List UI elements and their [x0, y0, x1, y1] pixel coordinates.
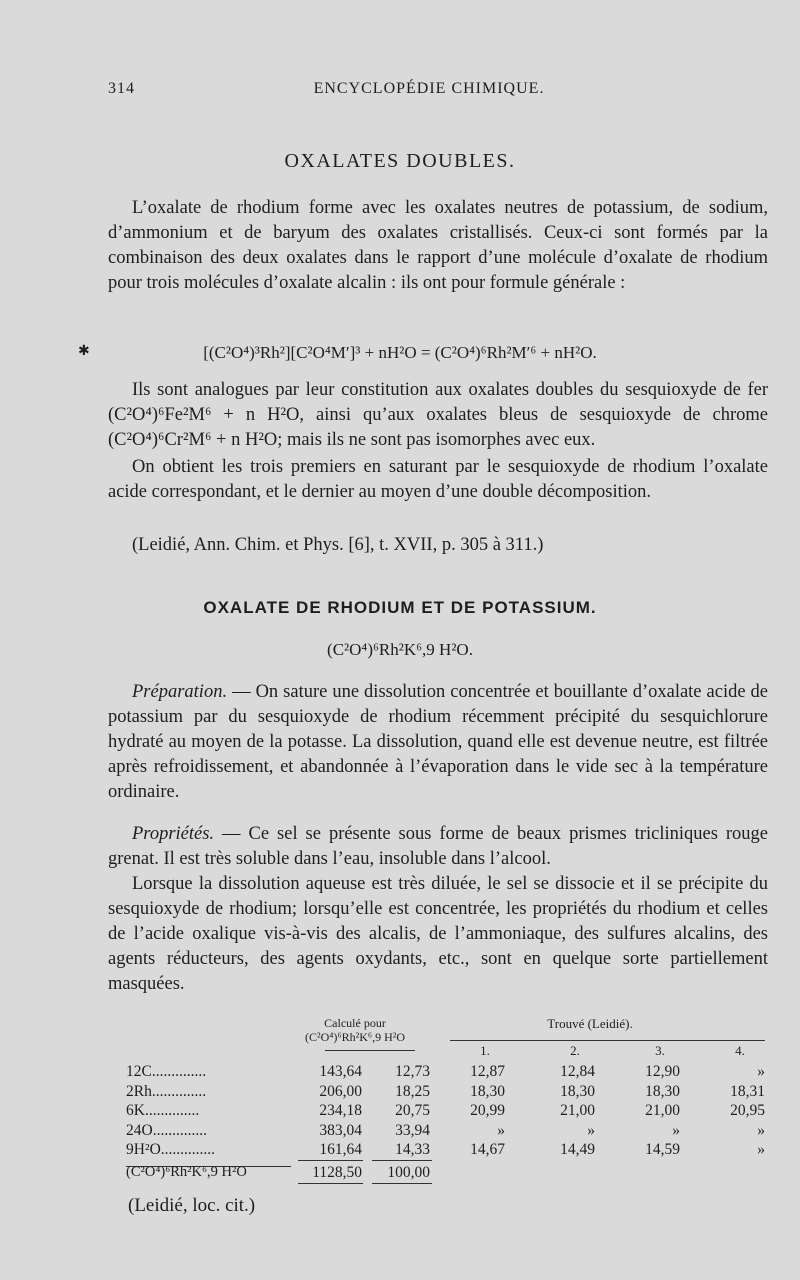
page-header [108, 80, 750, 108]
total-underline-pct [372, 1183, 432, 1184]
proprietes-text: — Ce sel se présente sous forme de beaux prismes tricliniques rouge grenat. Il est très soluble dans l’eau, insoluble dans l’alcool. [108, 824, 768, 869]
paragraph-proprietes [108, 822, 768, 872]
paragraph-preparation [108, 680, 768, 805]
row-calc-percent: 33,94 [395, 1121, 430, 1139]
calc-formula-header: (C²O⁴)⁶Rh²K⁶,9 H²O [304, 1030, 405, 1044]
row-found-4: » [757, 1063, 765, 1080]
col-number-4: 4. [735, 1043, 745, 1058]
row-found-3: 21,00 [645, 1102, 680, 1119]
calc-header: Calculé pour [324, 1016, 386, 1030]
row-found-4: 18,31 [730, 1082, 765, 1100]
row-found-1: 20,99 [470, 1102, 505, 1119]
running-title: ENCYCLOPÉDIE CHIMIQUE. [313, 80, 545, 97]
col-number-3: 3. [655, 1043, 665, 1058]
row-found-2: 14,49 [560, 1141, 595, 1158]
trouve-header: Trouvé (Leidié). [547, 1016, 633, 1031]
total-calc: 1128,50 [312, 1164, 362, 1181]
page-number: 314 [108, 80, 135, 97]
row-calc-weight: 143,64 [319, 1063, 362, 1080]
col-number-1: 1. [480, 1043, 490, 1058]
citation-leidie [108, 533, 768, 558]
margin-mark: ✱ [78, 344, 90, 359]
row-found-1: » [497, 1121, 505, 1139]
row-found-2: 18,30 [560, 1082, 595, 1100]
paragraph-dissolution [108, 872, 768, 997]
row-found-1: 18,30 [470, 1082, 505, 1100]
row-label: 6K.............. [126, 1102, 200, 1119]
paragraph-analogues [108, 378, 768, 453]
row-found-4: 20,95 [730, 1102, 765, 1119]
section-title: OXALATE DE RHODIUM ET DE POTASSIUM. [203, 598, 597, 617]
row-found-3: 18,30 [645, 1082, 680, 1100]
paragraph-obtention [108, 455, 768, 505]
row-found-2: » [587, 1121, 595, 1139]
row-label: 2Rh.............. [126, 1082, 207, 1100]
total-label: (C²O⁴)⁶Rh²K⁶,9 H²O [126, 1164, 247, 1180]
row-label: 9H²O.............. [126, 1141, 216, 1158]
paragraph-obtention-text: On obtient les trois premiers en saturant par le sesquioxyde de rhodium l’oxalate acide correspondant, et le dernier au moyen d’une double décomposition. [108, 457, 768, 502]
preparation-label: Préparation. [132, 682, 228, 702]
row-found-2: 21,00 [560, 1102, 595, 1119]
total-underline-calc [298, 1183, 363, 1184]
row-calc-percent: 18,25 [395, 1082, 430, 1100]
row-calc-percent: 20,75 [395, 1102, 430, 1119]
row-calc-percent: 14,33 [395, 1141, 430, 1158]
row-calc-weight: 234,18 [319, 1102, 362, 1119]
row-found-4: » [757, 1121, 765, 1139]
row-found-3: » [672, 1121, 680, 1139]
row-found-3: 14,59 [645, 1141, 680, 1158]
row-found-1: 12,87 [470, 1063, 505, 1080]
row-calc-weight: 383,04 [319, 1121, 362, 1139]
paragraph-dissolution-text: Lorsque la dissolution aqueuse est très diluée, le sel se dissocie et il se précipite du sesquioxyde de rhodium; lorsqu’elle est concentrée, les propriétés du rhodium et celles de l’acide oxalique vis-à-vis des alcalis, de l’ammoniaque, des sulfures alcalins, des agents réducteurs, des agents oxydants, etc., sont en quelque sorte partiellement masquées. [108, 874, 768, 994]
citation-text: (Leidié, Ann. Chim. et Phys. [6], t. XVII, p. 305 à 311.) [132, 535, 544, 555]
proprietes-label: Propriétés. [132, 824, 215, 844]
general-formula: [(C²O⁴)³Rh²][C²O⁴M′]³ + nH²O = (C²O⁴)⁶Rh²M′⁶ + nH²O. [203, 343, 597, 362]
total-pct: 100,00 [387, 1164, 430, 1181]
row-label: 24O.............. [126, 1121, 207, 1139]
total-rule-calc [298, 1160, 363, 1161]
paragraph-intro [108, 196, 768, 296]
row-found-4: » [757, 1141, 765, 1158]
preparation-text: — On sature une dissolution concentrée et bouillante d’oxalate acide de potassium par du sesquioxyde de rhodium récemment précipité du sesquichlorure hydraté au moyen de la potasse. La dissolution, quand elle est devenue neutre, est filtrée après refroidissement, et abandonnée à l’évaporation dans le vide sec à la température ordinaire. [108, 682, 768, 802]
trouve-header-rule [450, 1040, 765, 1041]
col-number-2: 2. [570, 1043, 580, 1058]
row-calc-weight: 161,64 [319, 1141, 362, 1158]
chapter-title: OXALATES DOUBLES. [284, 150, 516, 172]
total-rule-pct [372, 1160, 432, 1161]
row-found-1: 14,67 [470, 1141, 505, 1158]
row-found-3: 12,90 [645, 1063, 680, 1080]
row-calc-weight: 206,00 [319, 1082, 362, 1100]
citation-loc-cit: (Leidié, loc. cit.) [128, 1195, 256, 1216]
row-calc-percent: 12,73 [395, 1063, 430, 1080]
paragraph-intro-text: L’oxalate de rhodium forme avec les oxalates neutres de potassium, de sodium, d’ammonium et de baryum des oxalates cristallisés. Ceux-ci sont formés par la combinaison des deux oxalates dans le rapport d’une molécule d’oxalate de rhodium pour trois molécules d’oxalate alcalin : ils ont pour formule générale : [108, 198, 768, 293]
paragraph-analogues-text: Ils sont analogues par leur constitution aux oxalates doubles du sesquioxyde de fer (C²O⁴)⁶Fe²M⁶ + n H²O, ainsi qu’aux oxalates bleus de sesquioxyde de chrome (C²O⁴)⁶Cr²M⁶ + n H²O; mais ils ne sont pas isomorphes avec eux. [108, 380, 768, 450]
calc-header-rule [325, 1050, 415, 1051]
row-label: 12C.............. [126, 1063, 207, 1080]
section-formula: (C²O⁴)⁶Rh²K⁶,9 H²O. [327, 640, 473, 659]
row-found-2: 12,84 [560, 1063, 595, 1080]
